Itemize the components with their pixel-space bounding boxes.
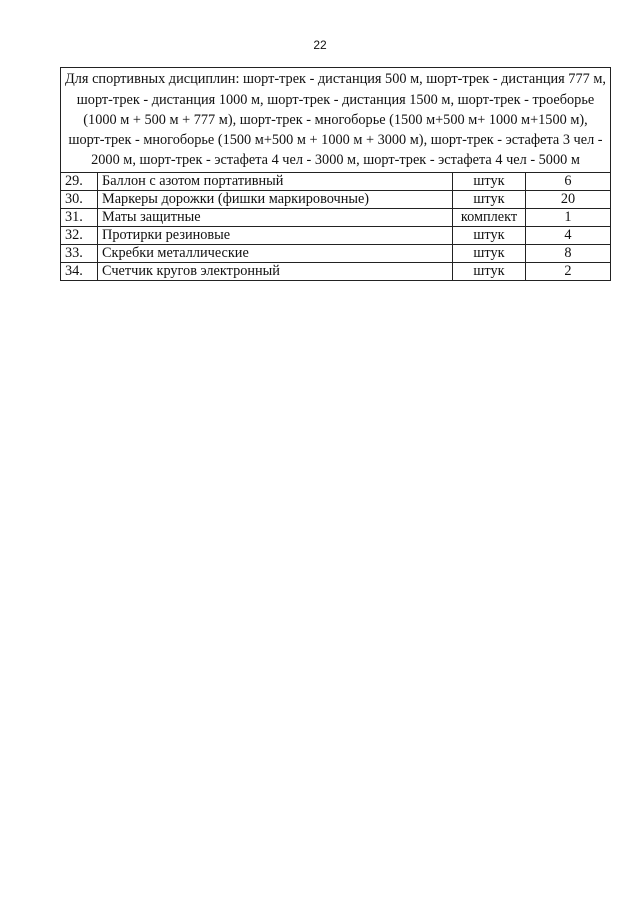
item-quantity: 2: [526, 263, 611, 281]
item-unit: штук: [453, 191, 526, 209]
item-unit: штук: [453, 227, 526, 245]
item-name: Маты защитные: [98, 209, 453, 227]
row-number: 33.: [61, 245, 98, 263]
table-row: [61, 191, 611, 209]
table-row: [61, 263, 611, 281]
row-number: 29.: [61, 173, 98, 191]
item-name: Баллон с азотом портативный: [98, 173, 453, 191]
row-number: 30.: [61, 191, 98, 209]
item-unit: штук: [453, 245, 526, 263]
item-quantity: 6: [526, 173, 611, 191]
item-unit: штук: [453, 173, 526, 191]
row-number: 34.: [61, 263, 98, 281]
item-quantity: 20: [526, 191, 611, 209]
equipment-table: [60, 67, 611, 281]
item-name: Протирки резиновые: [98, 227, 453, 245]
item-quantity: 8: [526, 245, 611, 263]
item-quantity: 1: [526, 209, 611, 227]
item-unit: штук: [453, 263, 526, 281]
table-row: [61, 227, 611, 245]
section-header-row: [61, 68, 611, 173]
row-number: 32.: [61, 227, 98, 245]
item-quantity: 4: [526, 227, 611, 245]
section-header-cell: Для спортивных дисциплин: шорт-трек - дистанция 500 м, шорт-трек - дистанция 777 м, шорт-трек - дистанция 1000 м, шорт-трек - дистанция 1500 м, шорт-трек - троеборье (1000 м + 500 м + 777 м), шорт-трек - многоборье (1500 м+500 м+ 1000 м+1500 м), шорт-трек - многоборье (1500 м+500 м + 1000 м + 3000 м), шорт-трек - эстафета 3 чел - 2000 м, шорт-трек - эстафета 4 чел - 3000 м, шорт-трек - эстафета 4 чел - 5000 м: [61, 68, 611, 173]
item-unit: комплект: [453, 209, 526, 227]
item-name: Счетчик кругов электронный: [98, 263, 453, 281]
table-row: [61, 173, 611, 191]
row-number: 31.: [61, 209, 98, 227]
table-row: [61, 209, 611, 227]
page-number: 22: [313, 38, 327, 52]
item-name: Маркеры дорожки (фишки маркировочные): [98, 191, 453, 209]
table-row: [61, 245, 611, 263]
item-name: Скребки металлические: [98, 245, 453, 263]
